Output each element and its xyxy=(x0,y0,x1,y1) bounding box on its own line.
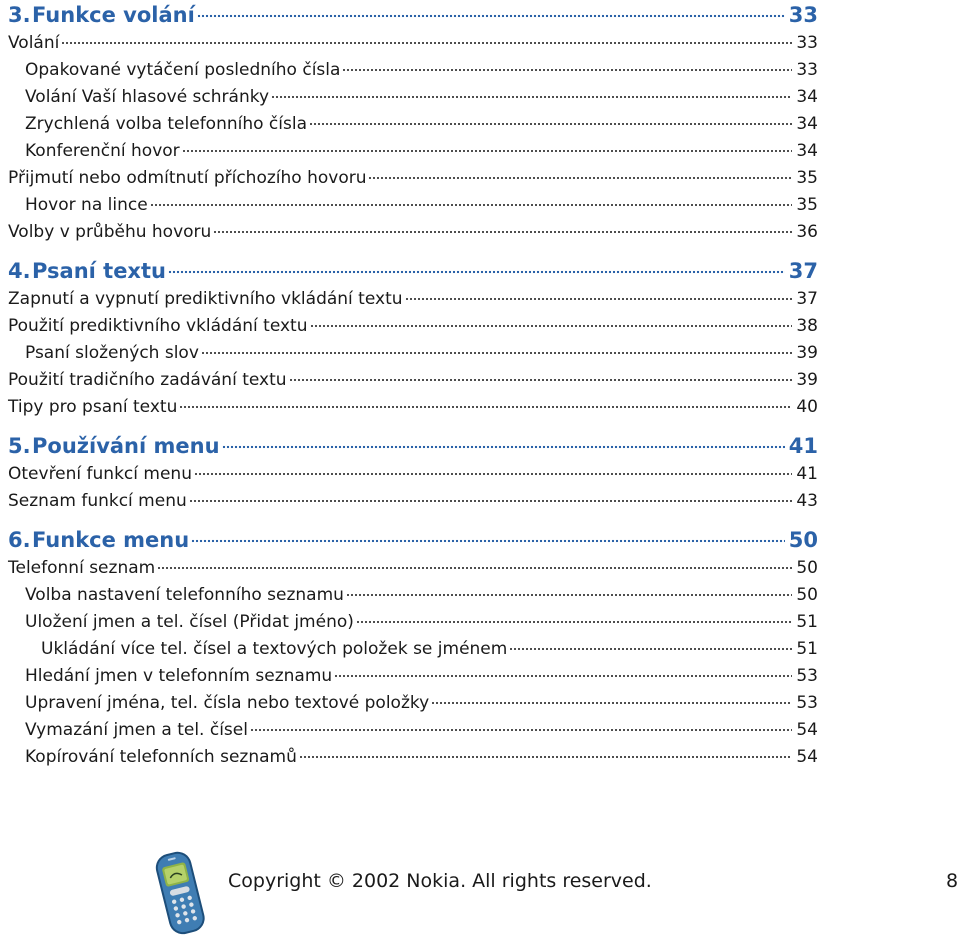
toc-page-number: 54 xyxy=(796,720,818,740)
dot-leader xyxy=(509,639,792,656)
dot-leader xyxy=(194,464,792,481)
toc-entry[interactable] xyxy=(8,367,818,394)
toc-entry-title: Použití prediktivního vkládání textu xyxy=(8,313,310,340)
toc-entry-title: Použití tradičního zadávání textu xyxy=(8,367,289,394)
dot-leader xyxy=(368,168,792,185)
toc-entry[interactable] xyxy=(8,219,818,246)
toc-page-number: 39 xyxy=(796,343,818,363)
dot-leader xyxy=(334,666,792,683)
toc-entry[interactable] xyxy=(8,57,818,84)
section-gap xyxy=(8,515,818,525)
toc-entry-title: Zrychlená volba telefonního čísla xyxy=(25,111,309,138)
toc-entry[interactable] xyxy=(8,582,818,609)
dot-leader xyxy=(182,141,793,158)
toc-page-number: 33 xyxy=(796,33,818,53)
toc-page-number: 50 xyxy=(796,585,818,605)
toc-page-number: 34 xyxy=(796,87,818,107)
dot-leader xyxy=(222,434,785,455)
toc-page-number: 35 xyxy=(796,168,818,188)
table-of-contents xyxy=(8,0,818,771)
nokia-phone-icon xyxy=(148,846,212,938)
toc-page-number: 51 xyxy=(796,639,818,659)
toc-entry[interactable] xyxy=(8,663,818,690)
toc-entry[interactable] xyxy=(8,744,818,771)
dot-leader xyxy=(191,528,785,549)
toc-entry[interactable] xyxy=(8,286,818,313)
dot-leader xyxy=(189,491,793,508)
toc-page-number: 53 xyxy=(796,666,818,686)
toc-entry-title: Volání xyxy=(8,30,61,57)
dot-leader xyxy=(310,316,793,333)
dot-leader xyxy=(309,114,792,131)
toc-entry[interactable] xyxy=(8,84,818,111)
toc-chapter-number: 4. xyxy=(8,259,31,283)
toc-entry[interactable] xyxy=(8,461,818,488)
toc-page-number: 51 xyxy=(796,612,818,632)
toc-page-number: 53 xyxy=(796,693,818,713)
toc-entry[interactable] xyxy=(8,636,818,663)
toc-page-number: 36 xyxy=(796,222,818,242)
toc-entry-title: Zapnutí a vypnutí prediktivního vkládání textu xyxy=(8,286,405,313)
toc-entry[interactable] xyxy=(8,111,818,138)
toc-chapter-number: 5. xyxy=(8,434,31,458)
toc-entry-title: Psaní složených slov xyxy=(25,340,201,367)
toc-page-number: 54 xyxy=(796,747,818,767)
copyright-text: Copyright © 2002 Nokia. All rights reserved. xyxy=(228,870,652,892)
toc-page-number: 39 xyxy=(796,370,818,390)
toc-page-number: 40 xyxy=(796,397,818,417)
dot-leader xyxy=(346,585,792,602)
toc-entry-title: Ukládání více tel. čísel a textových položek se jménem xyxy=(41,636,509,663)
toc-entry[interactable] xyxy=(8,609,818,636)
dot-leader xyxy=(299,747,792,764)
toc-entry[interactable] xyxy=(8,165,818,192)
toc-chapter-heading[interactable] xyxy=(8,0,818,30)
toc-entry[interactable] xyxy=(8,488,818,515)
toc-entry[interactable] xyxy=(8,192,818,219)
toc-entry[interactable] xyxy=(8,340,818,367)
toc-page-number: 37 xyxy=(796,289,818,309)
toc-entry-title: Přijmutí nebo odmítnutí příchozího hovoru xyxy=(8,165,368,192)
dot-leader xyxy=(342,60,792,77)
toc-entry-title: Opakované vytáčení posledního čísla xyxy=(25,57,342,84)
toc-entry-title: Seznam funkcí menu xyxy=(8,488,189,515)
page-footer xyxy=(0,840,960,938)
toc-entry-title: Upravení jména, tel. čísla nebo textové položky xyxy=(25,690,431,717)
toc-entry-title: Volba nastavení telefonního seznamu xyxy=(25,582,346,609)
toc-entry-title: Volání Vaší hlasové schránky xyxy=(25,84,271,111)
dot-leader xyxy=(289,370,793,387)
toc-chapter-number: 3. xyxy=(8,3,31,27)
dot-leader xyxy=(431,693,792,710)
toc-page-number: 33 xyxy=(796,60,818,80)
toc-entry-title xyxy=(8,431,222,461)
toc-entry-title: Hledání jmen v telefonním seznamu xyxy=(25,663,334,690)
dot-leader xyxy=(179,397,792,414)
dot-leader xyxy=(157,558,792,575)
toc-page-number: 41 xyxy=(788,434,818,458)
toc-entry-title xyxy=(8,0,197,30)
dot-leader xyxy=(201,343,792,360)
toc-page-number: 50 xyxy=(796,558,818,578)
toc-chapter-number: 6. xyxy=(8,528,31,552)
page-number: 8 xyxy=(946,870,959,892)
toc-entry-title: Otevření funkcí menu xyxy=(8,461,194,488)
toc-chapter-heading[interactable] xyxy=(8,525,818,555)
dot-leader xyxy=(250,720,792,737)
dot-leader xyxy=(356,612,792,629)
toc-entry[interactable] xyxy=(8,138,818,165)
toc-entry[interactable] xyxy=(8,555,818,582)
toc-page-number: 33 xyxy=(788,3,818,27)
toc-entry[interactable] xyxy=(8,30,818,57)
toc-entry-title: Konferenční hovor xyxy=(25,138,182,165)
toc-page-number: 43 xyxy=(796,491,818,511)
dot-leader xyxy=(213,222,792,239)
toc-page-number: 50 xyxy=(788,528,818,552)
toc-page-number: 34 xyxy=(796,114,818,134)
dot-leader xyxy=(197,3,785,24)
toc-entry-title: Vymazání jmen a tel. čísel xyxy=(25,717,250,744)
toc-page-number: 41 xyxy=(796,464,818,484)
toc-page-number: 34 xyxy=(796,141,818,161)
toc-entry-title: Tipy pro psaní textu xyxy=(8,394,179,421)
section-gap xyxy=(8,421,818,431)
dot-leader xyxy=(150,195,793,212)
toc-entry[interactable] xyxy=(8,690,818,717)
toc-entry-title: Volby v průběhu hovoru xyxy=(8,219,213,246)
toc-chapter-heading[interactable] xyxy=(8,431,818,461)
toc-page-number: 37 xyxy=(788,259,818,283)
toc-entry[interactable] xyxy=(8,313,818,340)
toc-page-number: 38 xyxy=(796,316,818,336)
toc-entry-title: Uložení jmen a tel. čísel (Přidat jméno) xyxy=(25,609,356,636)
dot-leader xyxy=(405,289,793,306)
dot-leader xyxy=(168,259,785,280)
toc-chapter-title: Psaní textu xyxy=(32,259,166,283)
section-gap xyxy=(8,246,818,256)
dot-leader xyxy=(61,33,792,50)
toc-chapter-heading[interactable] xyxy=(8,256,818,286)
toc-entry-title: Kopírování telefonních seznamů xyxy=(25,744,299,771)
toc-entry-title: Telefonní seznam xyxy=(8,555,157,582)
toc-entry[interactable] xyxy=(8,394,818,421)
toc-entry[interactable] xyxy=(8,717,818,744)
dot-leader xyxy=(271,87,792,104)
toc-entry-title xyxy=(8,256,168,286)
toc-entry-title: Hovor na lince xyxy=(25,192,150,219)
toc-page-number: 35 xyxy=(796,195,818,215)
toc-entry-title xyxy=(8,525,191,555)
toc-chapter-title: Funkce menu xyxy=(32,528,190,552)
toc-chapter-title: Používání menu xyxy=(32,434,220,458)
toc-chapter-title: Funkce volání xyxy=(32,3,195,27)
